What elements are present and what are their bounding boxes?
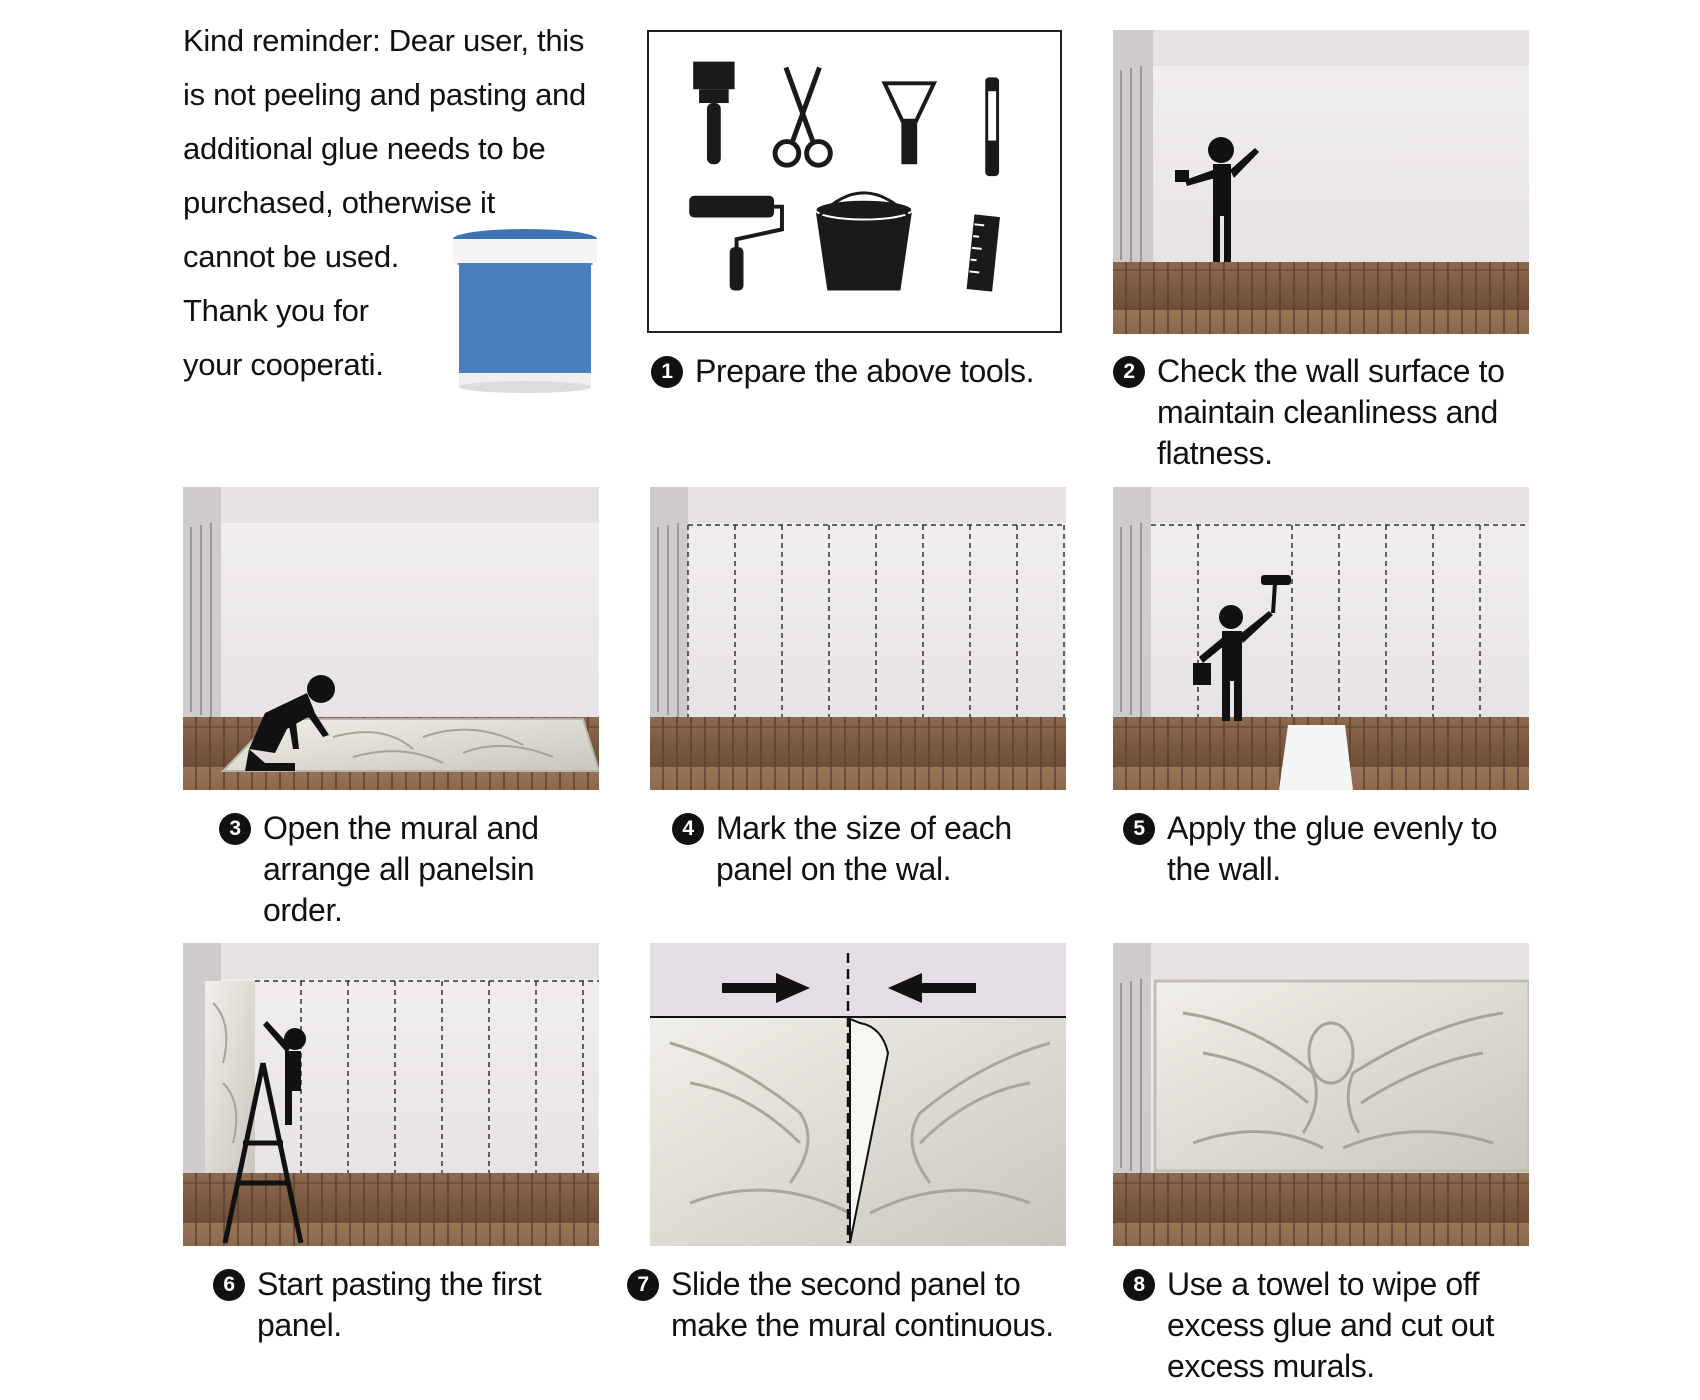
step-text: Use a towel to wipe off excess glue and cut out excess murals. bbox=[1167, 1266, 1495, 1384]
step-number-badge: 2 bbox=[1113, 356, 1145, 388]
step-number-badge: 5 bbox=[1123, 813, 1155, 845]
reminder-line: cannot be used. bbox=[183, 239, 400, 274]
step-number-badge: 1 bbox=[651, 356, 683, 388]
reminder-line: Thank you for bbox=[183, 293, 369, 328]
step-text: Open the mural and arrange all panelsin order. bbox=[263, 810, 539, 928]
step-number-badge: 8 bbox=[1123, 1269, 1155, 1301]
step-text: Mark the size of each panel on the wal. bbox=[716, 810, 1012, 887]
paint-roller-icon bbox=[689, 196, 782, 291]
paint-brush-icon bbox=[693, 62, 734, 165]
reminder-line: additional glue needs to be bbox=[183, 131, 546, 166]
step-7-caption bbox=[627, 1264, 1097, 1354]
scene-open-mural bbox=[183, 487, 599, 790]
step-1-caption bbox=[651, 351, 1106, 397]
step-text: Apply the glue evenly to the wall. bbox=[1167, 810, 1498, 887]
reminder-line: is not peeling and pasting and bbox=[183, 77, 586, 112]
step-number-badge: 6 bbox=[213, 1269, 245, 1301]
step-number-badge: 7 bbox=[627, 1269, 659, 1301]
reminder-line: purchased, otherwise it bbox=[183, 185, 495, 220]
step-text: Start pasting the first panel. bbox=[257, 1266, 542, 1343]
scraper-icon bbox=[885, 83, 934, 164]
step-number-badge: 3 bbox=[219, 813, 251, 845]
ruler-icon bbox=[967, 214, 1000, 291]
scene-mark-panels bbox=[650, 487, 1066, 790]
scissors-icon bbox=[775, 68, 830, 166]
scene-apply-glue bbox=[1113, 487, 1529, 790]
step-8-caption bbox=[1123, 1264, 1543, 1394]
step-5-caption bbox=[1123, 808, 1543, 898]
scene-slide-panel bbox=[650, 943, 1066, 1246]
step-3-caption bbox=[219, 808, 614, 938]
step-number-badge: 4 bbox=[672, 813, 704, 845]
tools-box bbox=[647, 30, 1062, 333]
bucket-icon bbox=[816, 193, 913, 291]
reminder-line: your cooperati. bbox=[183, 347, 384, 382]
glue-bucket-icon bbox=[445, 225, 605, 395]
step-text: Slide the second panel to make the mural continuous. bbox=[671, 1266, 1054, 1343]
scene-start-pasting bbox=[183, 943, 599, 1246]
step-2-caption bbox=[1113, 351, 1537, 481]
scene-finished-mural bbox=[1113, 943, 1529, 1246]
utility-knife-icon bbox=[985, 77, 999, 176]
step-6-caption bbox=[213, 1264, 613, 1354]
step-text: Prepare the above tools. bbox=[695, 353, 1035, 389]
reminder-line: Kind reminder: Dear user, this bbox=[183, 23, 585, 58]
step-text: Check the wall surface to maintain cleanliness and flatness. bbox=[1157, 353, 1505, 471]
step-4-caption bbox=[672, 808, 1052, 898]
scene-check-wall bbox=[1113, 30, 1529, 334]
